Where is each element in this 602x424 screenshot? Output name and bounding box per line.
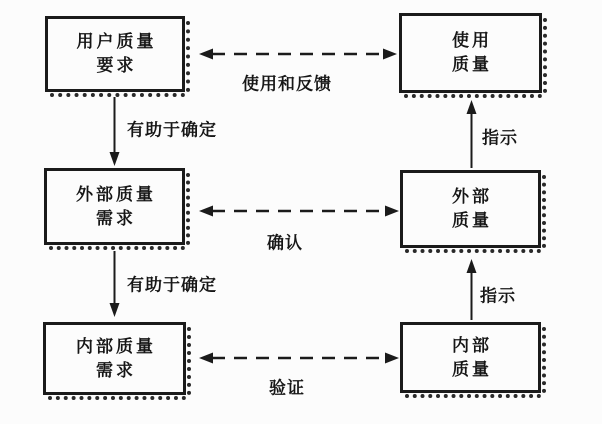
edge-label-helps-determine-top: 有助于确定	[127, 120, 217, 141]
edge-label-use-and-feedback: 使用和反馈	[242, 74, 332, 95]
box-quality-in-use	[399, 13, 542, 93]
edge-label-indicates-bottom: 指示	[480, 286, 516, 307]
arrow-use-and-feedback	[199, 49, 397, 60]
arrow-indicates-bottom	[467, 259, 477, 320]
arrow-verification	[199, 353, 399, 364]
box-label-line: 使用	[452, 31, 492, 51]
box-label-line: 外部质量	[76, 184, 156, 205]
box-user-quality-requirements	[45, 16, 185, 92]
edge-label-verification: 验证	[269, 378, 305, 399]
edge-label-validation: 确认	[267, 233, 303, 254]
box-label-line: 要求	[96, 56, 137, 76]
box-label-line: 质量	[452, 211, 492, 231]
box-label-line: 内部	[452, 335, 492, 356]
box-label-line: 需求	[96, 360, 136, 381]
box-label-line: 质量	[452, 55, 492, 75]
box-external-quality	[400, 170, 541, 248]
edge-label-helps-determine-bottom: 有助于确定	[127, 275, 217, 296]
arrow-validation	[199, 206, 399, 217]
arrow-helps-determine-bottom	[110, 251, 120, 317]
box-label-line: 外部	[452, 187, 492, 207]
box-internal-quality	[400, 322, 541, 393]
arrow-indicates-top	[467, 100, 477, 168]
edge-label-indicates-top: 指示	[482, 128, 518, 149]
box-label-line: 用户质量	[76, 32, 157, 52]
arrow-helps-determine-top	[110, 97, 120, 166]
box-external-quality-requirements	[44, 168, 185, 245]
box-label-line: 质量	[452, 359, 492, 380]
box-internal-quality-requirements	[43, 322, 186, 395]
box-label-line: 内部质量	[76, 336, 156, 357]
box-label-line: 需求	[96, 208, 136, 229]
